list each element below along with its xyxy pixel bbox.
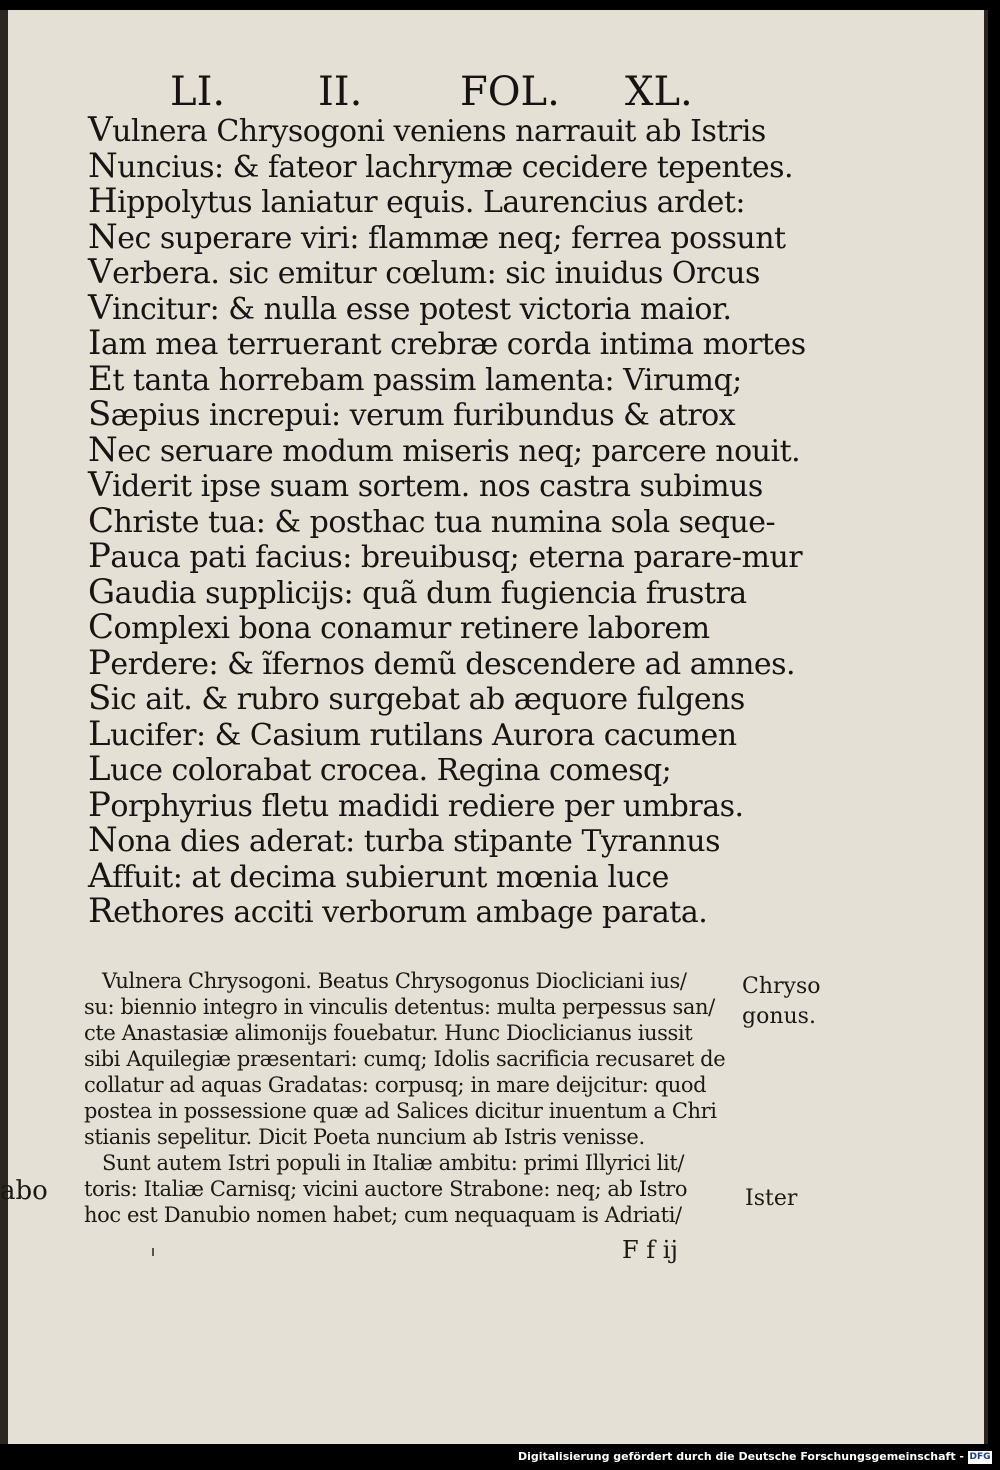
- commentary-line: collatur ad aquas Gradatas: corpusq; in mare deijcitur: quod: [84, 1073, 707, 1097]
- verse-line: Sæpius increpui: verum furibundus & atrox: [88, 394, 736, 434]
- verse-line: Nona dies aderat: turba stipante Tyrannus: [88, 820, 720, 860]
- verse-line: Nec seruare modum miseris neq; parcere nouit.: [88, 429, 801, 470]
- verse-line: Sic ait. & rubro surgebat ab æquore fulgens: [88, 678, 745, 718]
- verse-line: Nuncius: & fateor lachrymæ cecidere tepentes.: [88, 145, 794, 186]
- verse-line: Luce colorabat crocea. Regina comesq;: [88, 749, 672, 789]
- verse-line: Nec superare viri: flammæ neq; ferrea possunt: [88, 216, 786, 257]
- header-fol-number: XL.: [625, 69, 693, 115]
- footer-credit: Digitalisierung gefördert durch die Deutsche Forschungsgemeinschaft -: [517, 1450, 964, 1463]
- commentary-line: toris: Italiæ Carnisq; vicini auctore Strabone: neq; ab Istro: [84, 1177, 688, 1201]
- verse-text: [88, 110, 806, 931]
- commentary-line: sibi Aquilegiæ præsentari: cumq; Idolis sacrificia recusaret de: [84, 1047, 726, 1071]
- commentary-line: stianis sepelitur. Dicit Poeta nuncium ab Istris venisse.: [84, 1125, 645, 1149]
- header-book: LI.: [170, 69, 226, 115]
- verse-line: Hippolytus laniatur equis. Laurencius ardet:: [88, 181, 745, 221]
- margin-note-abo: abo: [0, 1176, 48, 1206]
- dfg-logo[interactable]: DFG: [969, 1452, 991, 1462]
- commentary-line: Sunt autem Istri populi in Italiæ ambitu: primi Illyrici lit/: [102, 1151, 685, 1175]
- margin-note-ister: Ister: [745, 1186, 798, 1211]
- page-edge: [0, 10, 8, 1444]
- header-fol-label: FOL.: [460, 69, 560, 115]
- verse-line: Gaudia supplicijs: quã dum fugiencia frustra: [88, 571, 747, 612]
- verse-line: Iam mea terruerant crebræ corda intima mortes: [88, 323, 806, 363]
- ink-mark: [152, 1248, 154, 1256]
- commentary-line: cte Anastasiæ alimonijs fouebatur. Hunc Dioclicianus iussit: [84, 1021, 693, 1045]
- verse-line: Et tanta horrebam passim lamenta: Virumq;: [88, 358, 742, 399]
- verse-line: Christe tua: & posthac tua numina sola seque-: [88, 500, 776, 541]
- margin-note-gonus: gonus.: [742, 1004, 816, 1029]
- verse-line: Perdere: & ĩfernos demũ descendere ad amnes.: [88, 642, 796, 683]
- verse-line: Lucifer: & Casium rutilans Aurora cacumen: [88, 713, 737, 754]
- verse-line: Pauca pati facius: breuibusq; eterna parare-mur: [88, 536, 803, 576]
- signature-mark: F f ij: [622, 1236, 678, 1264]
- header-liber: II.: [318, 69, 363, 115]
- commentary-line: Vulnera Chrysogoni. Beatus Chrysogonus Diocliciani ius/: [102, 969, 687, 993]
- verse-line: Verbera. sic emitur cœlum: sic inuidus Orcus: [88, 252, 760, 292]
- commentary-line: hoc est Danubio nomen habet; cum nequaquam is Adriati/: [84, 1203, 682, 1227]
- book-page: [0, 10, 988, 1444]
- verse-line: Viderit ipse suam sortem. nos castra subimus: [88, 465, 763, 505]
- footer-bar: [0, 1448, 1000, 1470]
- margin-note-chryso: Chryso: [742, 974, 821, 999]
- verse-line: Affuit: at decima subierunt mœnia luce: [88, 855, 669, 896]
- running-header: [170, 69, 710, 115]
- verse-line: Porphyrius fletu madidi rediere per umbras.: [88, 784, 744, 825]
- commentary-text: [84, 968, 744, 1228]
- verse-line: Vulnera Chrysogoni veniens narrauit ab Istris: [88, 110, 766, 150]
- commentary-line: postea in possessione quæ ad Salices dicitur inuentum a Chri: [84, 1099, 717, 1123]
- commentary-line: su: biennio integro in vinculis detentus: multa perpessus san/: [84, 995, 715, 1019]
- verse-line: Vincitur: & nulla esse potest victoria maior.: [88, 287, 732, 328]
- verse-line: Complexi bona conamur retinere laborem: [88, 607, 710, 647]
- verse-line: Rethores acciti verborum ambage parata.: [88, 891, 708, 931]
